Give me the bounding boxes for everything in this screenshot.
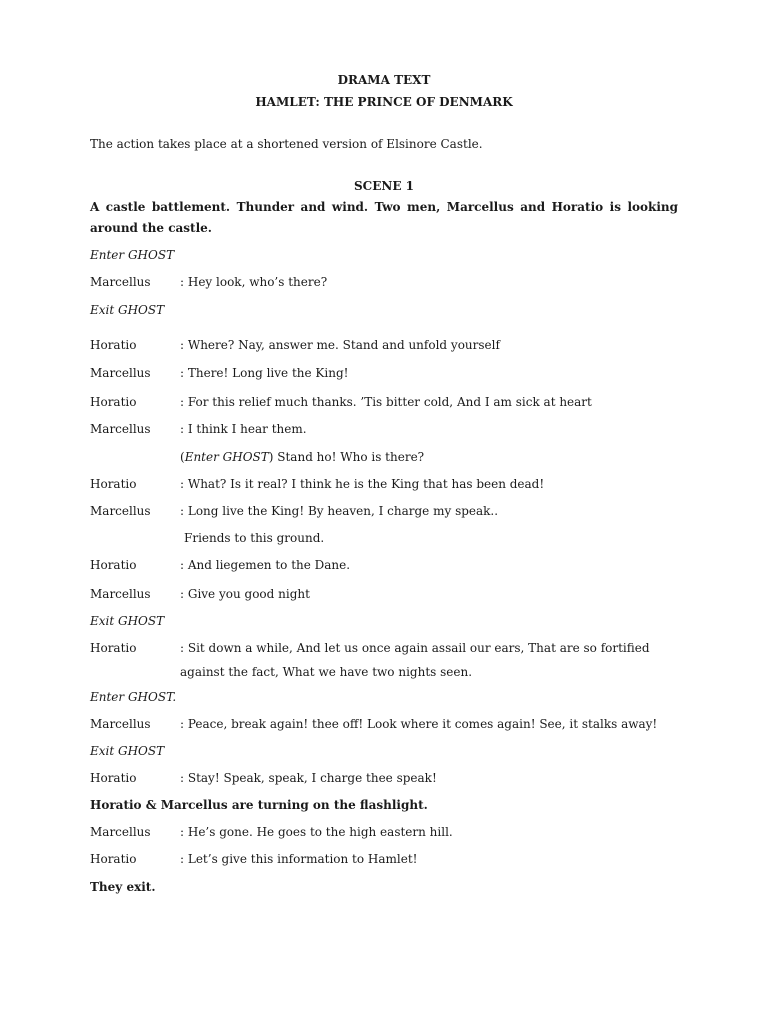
speaker-name: Marcellus <box>90 587 151 601</box>
document-subtitle: HAMLET: THE PRINCE OF DENMARK <box>255 95 513 109</box>
intro-text: The action takes place at a shortened version of Elsinore Castle. <box>90 137 483 151</box>
inline-stage-direction: Enter GHOST <box>184 450 269 464</box>
speaker-name: Marcellus <box>90 717 151 731</box>
speaker-name: Marcellus <box>90 422 151 436</box>
document-title: DRAMA TEXT <box>337 73 431 87</box>
speaker-name: Horatio <box>90 641 137 655</box>
paren-open: ( <box>180 450 185 464</box>
speaker-name: Marcellus <box>90 275 151 289</box>
speaker-name: Horatio <box>90 477 137 491</box>
scene-description: A castle battlement. Thunder and wind. Two men, Marcellus and Horatio is looking around the castle. <box>90 200 678 235</box>
dialogue-line: : Long live the King! By heaven, I charge my speak.. <box>180 504 499 518</box>
dialogue-line: : Give you good night <box>180 587 310 601</box>
stage-direction: Enter GHOST. <box>90 690 177 704</box>
dialogue-line: : Stay! Speak, speak, I charge thee speak! <box>180 771 437 785</box>
speaker-name: Marcellus <box>90 504 151 518</box>
speaker-name: Horatio <box>90 771 137 785</box>
dialogue-line: : For this relief much thanks. ’Tis bitter cold, And I am sick at heart <box>180 395 592 409</box>
dialogue-line: : There! Long live the King! <box>180 366 349 380</box>
speaker-name: Horatio <box>90 558 137 572</box>
stage-direction: Exit GHOST <box>90 303 165 317</box>
dialogue-line: : What? Is it real? I think he is the King that has been dead! <box>180 477 545 491</box>
dialogue-continuation <box>180 449 424 465</box>
stage-direction: Exit GHOST <box>90 744 165 758</box>
speaker-name: Marcellus <box>90 366 151 380</box>
stage-direction: Horatio & Marcellus are turning on the flashlight. <box>90 798 428 812</box>
stage-direction: They exit. <box>90 880 156 894</box>
dialogue-line: : I think I hear them. <box>180 422 307 436</box>
speaker-name: Horatio <box>90 395 137 409</box>
dialogue-line: : Hey look, who’s there? <box>180 275 328 289</box>
dialogue-line: : He’s gone. He goes to the high eastern hill. <box>180 825 453 839</box>
speaker-name: Horatio <box>90 338 137 352</box>
speaker-name: Horatio <box>90 852 137 866</box>
stage-direction: Enter GHOST <box>90 248 175 262</box>
dialogue-line: : Peace, break again! thee off! Look where it comes again! See, it stalks away! <box>180 717 658 731</box>
speaker-name: Marcellus <box>90 825 151 839</box>
dialogue-line: : Let’s give this information to Hamlet! <box>180 852 418 866</box>
stage-direction: Exit GHOST <box>90 614 165 628</box>
dialogue-line: : And liegemen to the Dane. <box>180 558 351 572</box>
dialogue-continuation: Friends to this ground. <box>184 531 325 545</box>
scene-heading: SCENE 1 <box>353 179 414 193</box>
dialogue-line: : Sit down a while, And let us once again assail our ears, That are so fortified against the fact, What we have two nights seen. <box>180 641 650 679</box>
continuation-text: ) Stand ho! Who is there? <box>268 450 425 464</box>
dialogue-line: : Where? Nay, answer me. Stand and unfold yourself <box>180 338 500 352</box>
